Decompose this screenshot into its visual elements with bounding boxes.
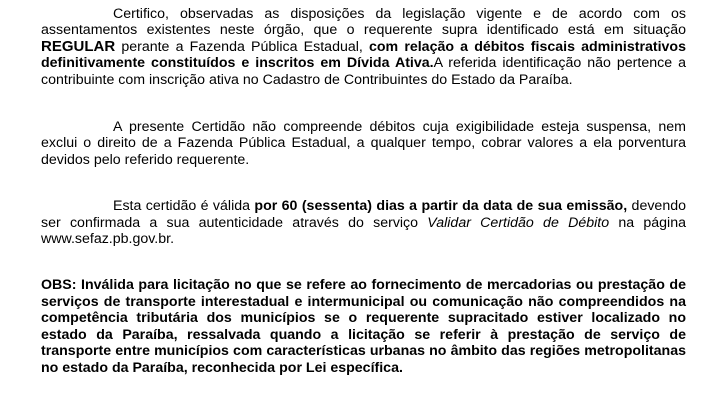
debt-scope-clause: com relação a débitos fiscais administrativos definitivamente constituídos e inscritos em Dívida Ativa. [41, 38, 686, 72]
certification-closing-text: A referida identificação não pertence a contribuinte com inscrição ativa no Cadastro de Contribuintes do Estado da Paraíba. [41, 55, 686, 88]
scope-text: A presente Certidão não compreende débitos cuja exigibilidade esteja suspensa, nem exclui o direito de a Fazenda Pública Estadual, a qualquer tempo, cobrar valores a ela porventura devidos pelo referido requerente. [41, 119, 686, 168]
validation-service-name: Validar Certidão de Débito [427, 214, 610, 231]
certification-middle-text: perante a Fazenda Pública Estadual, [115, 38, 369, 55]
certificate-body [41, 6, 686, 376]
validity-middle-text: devendo ser confirmada a sua autenticidade através do serviço [41, 198, 686, 231]
validity-closing-text: na página www.sefaz.pb.gov.br. [41, 214, 686, 248]
certification-intro-text: Certifico, observadas as disposições da legislação vigente e de acordo com os assentamentos existentes neste órgão, que o requerente supra identificado está em situação [41, 6, 686, 39]
scope-paragraph [41, 119, 686, 168]
observation-paragraph [41, 277, 686, 375]
status-regular: REGULAR [41, 37, 116, 55]
certification-paragraph [41, 6, 686, 88]
validity-period: por 60 (sessenta) dias a partir da data de sua emissão, [254, 198, 628, 215]
observation-text: OBS: Inválida para licitação no que se refere ao fornecimento de mercadorias ou prestação de serviços de transporte interestadual e intermunicipal ou comunicação não compreendidos na competência tributária dos municípios se o requerente supracitado estiver localizado no estado da Paraíba, ressalvada quando a licitação se referir à prestação de serviço de transporte entre municípios com características urbanas no âmbito das regiões metropolitanas no estado da Paraíba, reconhecida por Lei específica. [41, 277, 686, 376]
validity-intro-text: Esta certidão é válida [113, 198, 255, 215]
validity-paragraph [41, 198, 686, 247]
